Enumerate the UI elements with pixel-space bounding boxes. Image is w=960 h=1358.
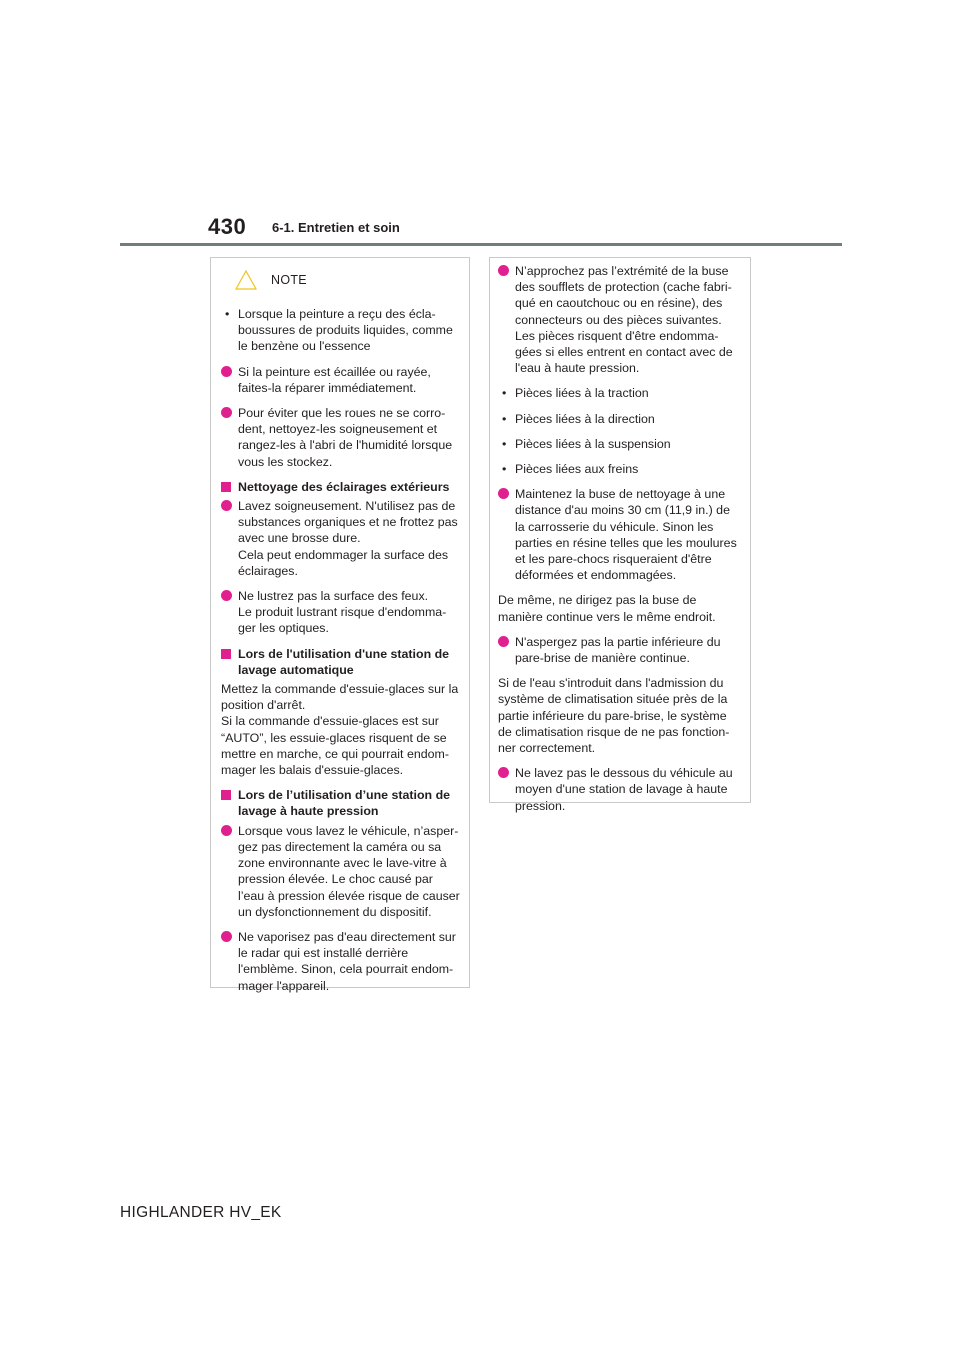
- item-text: Lavez soigneusement. N'utilisez pas de substances organiques et ne frottez pas avec une brosse dure. Cela peut endommager la surface des éclairages.: [238, 499, 458, 578]
- paragraph: [221, 681, 461, 778]
- bullet-item: [498, 634, 742, 666]
- item-text: N’approchez pas l’extrémité de la buse des soufflets de protection (cache fabri-qué en caoutchouc ou en résine), des connecteurs ou des pièces suivantes. Les pièces risquent d'être endomma-gées si elles entrent en contact avec de l'eau à haute pression.: [515, 264, 733, 376]
- bullet-dot-icon: [221, 500, 232, 511]
- item-text: Pièces liées aux freins: [515, 462, 639, 477]
- bullet-dot-icon: [221, 590, 232, 601]
- bullet-item: [498, 263, 742, 376]
- item-text: Pour éviter que les roues ne se corro-dent, nettoyez-les soigneusement et rangez-les à l'abri de l'humidité lorsque vous les stockez.: [238, 406, 453, 469]
- bullet-dot-icon: [498, 488, 509, 499]
- paragraph: [498, 592, 742, 624]
- square-bullet-icon: [221, 649, 231, 659]
- dash-list-item: [498, 385, 742, 401]
- item-text: Ne lustrez pas la surface des feux. Le produit lustrant risque d'endomma-ger les optiques.: [238, 589, 447, 636]
- bullet-item: [498, 486, 742, 583]
- item-text: Si la peinture est écaillée ou rayée, faites-la réparer immédiatement.: [238, 364, 431, 395]
- note-header: [221, 270, 461, 306]
- item-text: Pièces liées à la suspension: [515, 436, 671, 451]
- dash-list-item: [498, 461, 742, 477]
- bullet-item: [221, 498, 461, 579]
- item-text: Lorsque la peinture a reçu des écla-boussures de produits liquides, comme le benzène ou l'essence: [238, 307, 453, 354]
- bullet-item: [221, 823, 461, 920]
- item-text: Mettez la commande d'essuie-glaces sur la position d'arrêt. Si la commande d'essuie-glaces est sur “AUTO”, les essuie-glaces risquent de se mettre en marche, ce qui pourrait endom-mager les balais d'essuie-glaces.: [221, 682, 459, 778]
- item-text: N'aspergez pas la partie inférieure du pare-brise de manière continue.: [515, 634, 721, 666]
- item-text: Lors de l'utilisation d'une station de lavage automatique: [238, 646, 450, 677]
- dash-list-item: [498, 436, 742, 452]
- note-content-left: [221, 306, 461, 994]
- bullet-dot-icon: [498, 636, 509, 647]
- section-title: 6-1. Entretien et soin: [272, 220, 400, 235]
- item-text: Ne lavez pas le dessous du véhicule au moyen d'une station de lavage à haute pression.: [515, 766, 733, 813]
- header-rule: [120, 243, 842, 246]
- bullet-dot-icon: [221, 931, 232, 942]
- section-heading: [221, 479, 461, 495]
- item-text: Maintenez la buse de nettoyage à une distance d'au moins 30 cm (11,9 in.) de la carrosserie du véhicule. Sinon les parties en résine telles que les moulures et les pare-chocs risqueraient d'être déformées et endommagées.: [515, 487, 737, 583]
- item-text: De même, ne dirigez pas la buse de manière continue vers le même endroit.: [498, 593, 716, 624]
- paragraph: [498, 675, 742, 756]
- item-text: Lorsque vous lavez le véhicule, n’asper-gez pas directement la caméra ou sa zone environnante avec le lave-vitre à pression élevée. Le choc causé par l’eau à pression élevée risque de causer un dysfonctionnement du dispositif.: [238, 823, 460, 919]
- bullet-item: [221, 929, 461, 994]
- bullet-dot-icon: [221, 407, 232, 418]
- section-heading: [221, 787, 461, 819]
- item-text: Nettoyage des éclairages extérieurs: [238, 479, 450, 494]
- item-text: Ne vaporisez pas d'eau directement sur le radar qui est installé derrière l'emblème. Sinon, cela pourrait endom-mager l'appareil.: [238, 929, 456, 993]
- bullet-item: [221, 405, 461, 470]
- bullet-item: [221, 364, 461, 396]
- note-box-left: [210, 257, 470, 993]
- note-box-right: [489, 257, 751, 813]
- bullet-dot-icon: [498, 767, 509, 778]
- section-heading: [221, 646, 461, 678]
- dash-list-item: [221, 306, 461, 355]
- item-text: Lors de l’utilisation d’une station de lavage à haute pression: [238, 788, 451, 819]
- footer-model: HIGHLANDER HV_EK: [120, 1204, 282, 1221]
- square-bullet-icon: [221, 482, 231, 492]
- square-bullet-icon: [221, 790, 231, 800]
- item-text: Pièces liées à la direction: [515, 411, 655, 426]
- bullet-dot-icon: [221, 825, 232, 836]
- note-label: NOTE: [271, 273, 307, 287]
- bullet-dot-icon: [221, 366, 232, 377]
- item-text: Pièces liées à la traction: [515, 386, 649, 401]
- bullet-item: [221, 588, 461, 637]
- page-number: 430: [208, 214, 247, 239]
- bullet-dot-icon: [498, 265, 509, 276]
- note-content-right: [498, 263, 742, 814]
- warning-triangle-icon: [235, 270, 257, 290]
- bullet-item: [498, 765, 742, 814]
- dash-list-item: [498, 411, 742, 427]
- item-text: Si de l'eau s'introduit dans l'admission du système de climatisation située près de la partie inférieure du pare-brise, le système de climatisation risque de ne pas fonction-ner correctement.: [498, 676, 730, 756]
